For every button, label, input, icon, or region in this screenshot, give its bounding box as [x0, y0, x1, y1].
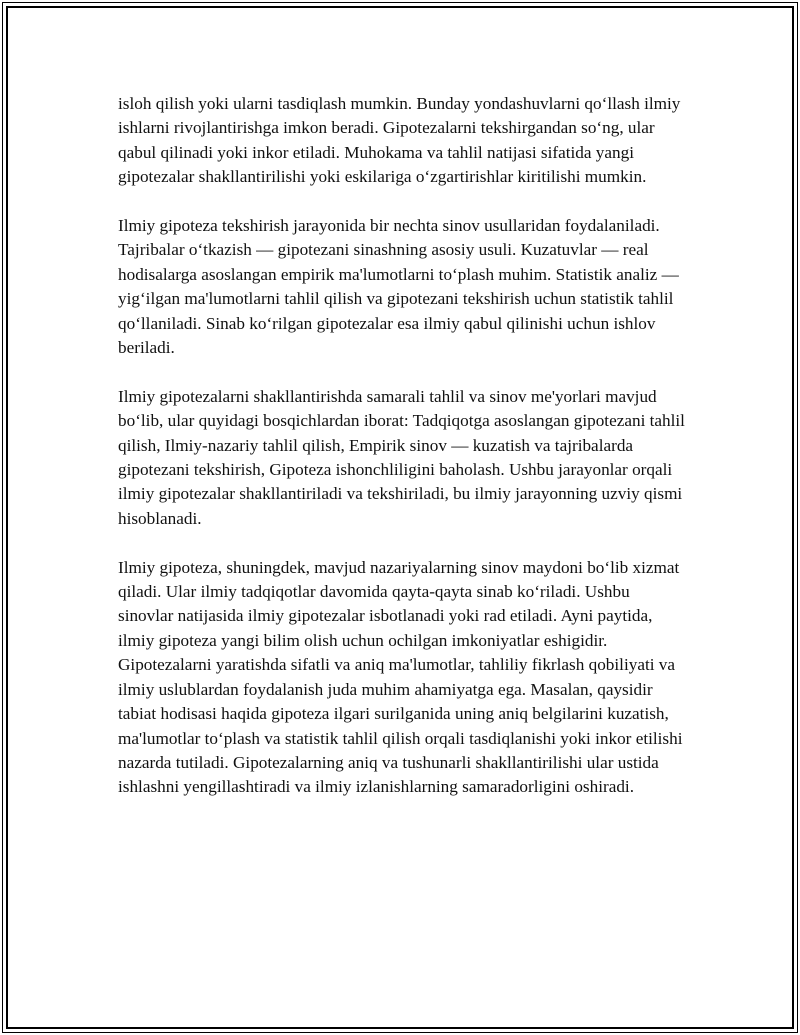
paragraph-2: Ilmiy gipoteza tekshirish jarayonida bir nechta sinov usullaridan foydalaniladi. Tajribalar oʻtkazish — gipotezani sinashning asosiy usuli. Kuzatuvlar — real hodisalarga asoslangan empirik ma'lumotlarni toʻplash muhim. Statistik analiz — yigʻilgan ma'lumotlarni tahlil qilish va gipotezani tekshirish uchun statistik tahlil qoʻllaniladi. Sinab koʻrilgan gipotezalar esa ilmiy qabul qilinishi uchun ishlov beriladi.: [118, 216, 679, 358]
paragraph-3: Ilmiy gipotezalarni shakllantirishda samarali tahlil va sinov me'yorlari mavjud boʻlib, ular quyidagi bosqichlardan iborat: Tadqiqotga asoslangan gipotezani tahlil qilish, Ilmiy-nazariy tahlil qilish, Empirik sinov — kuzatish va tajribalarda gipotezani tekshirish, Gipoteza ishonchliligini baholash. Ushbu jarayonlar orqali ilmiy gipotezalar shakllantiriladi va tekshiriladi, bu ilmiy jarayonning uzviy qismi hisoblanadi.: [118, 386, 685, 528]
document-body: [118, 92, 688, 824]
paragraph-4: Ilmiy gipoteza, shuningdek, mavjud nazariyalarning sinov maydoni boʻlib xizmat qiladi. Ular ilmiy tadqiqotlar davomida qayta-qayta sinab koʻriladi. Ushbu sinovlar natijasida ilmiy gipotezalar isbotlanadi yoki rad etiladi. Ayni paytida, ilmiy gipoteza yangi bilim olish uchun ochilgan imkoniyatlar eshigidir. Gipotezalarni yaratishda sifatli va aniq ma'lumotlar, tahliliy fikrlash qobiliyati va ilmiy uslublardan foydalanish juda muhim ahamiyatga ega. Masalan, qaysidir tabiat hodisasi haqida gipoteza ilgari surilganida uning aniq belgilarini kuzatish, ma'lumotlar toʻplash va statistik tahlil qilish orqali tasdiqlanishi yoki inkor etilishi nazarda tutiladi. Gipotezalarning aniq va tushunarli shakllantirilishi ular ustida ishlashni yengillashtiradi va ilmiy izlanishlarning samaradorligini oshiradi.: [118, 557, 683, 797]
paragraph-1: isloh qilish yoki ularni tasdiqlash mumkin. Bunday yondashuvlarni qoʻllash ilmiy ishlarni rivojlantirishga imkon beradi. Gipotezalarni tekshirgandan soʻng, ular qabul qilinadi yoki inkor etiladi. Muhokama va tahlil natijasi sifatida yangi gipotezalar shakllantirilishi yoki eskilariga oʻzgartirishlar kiritilishi mumkin.: [118, 94, 681, 187]
